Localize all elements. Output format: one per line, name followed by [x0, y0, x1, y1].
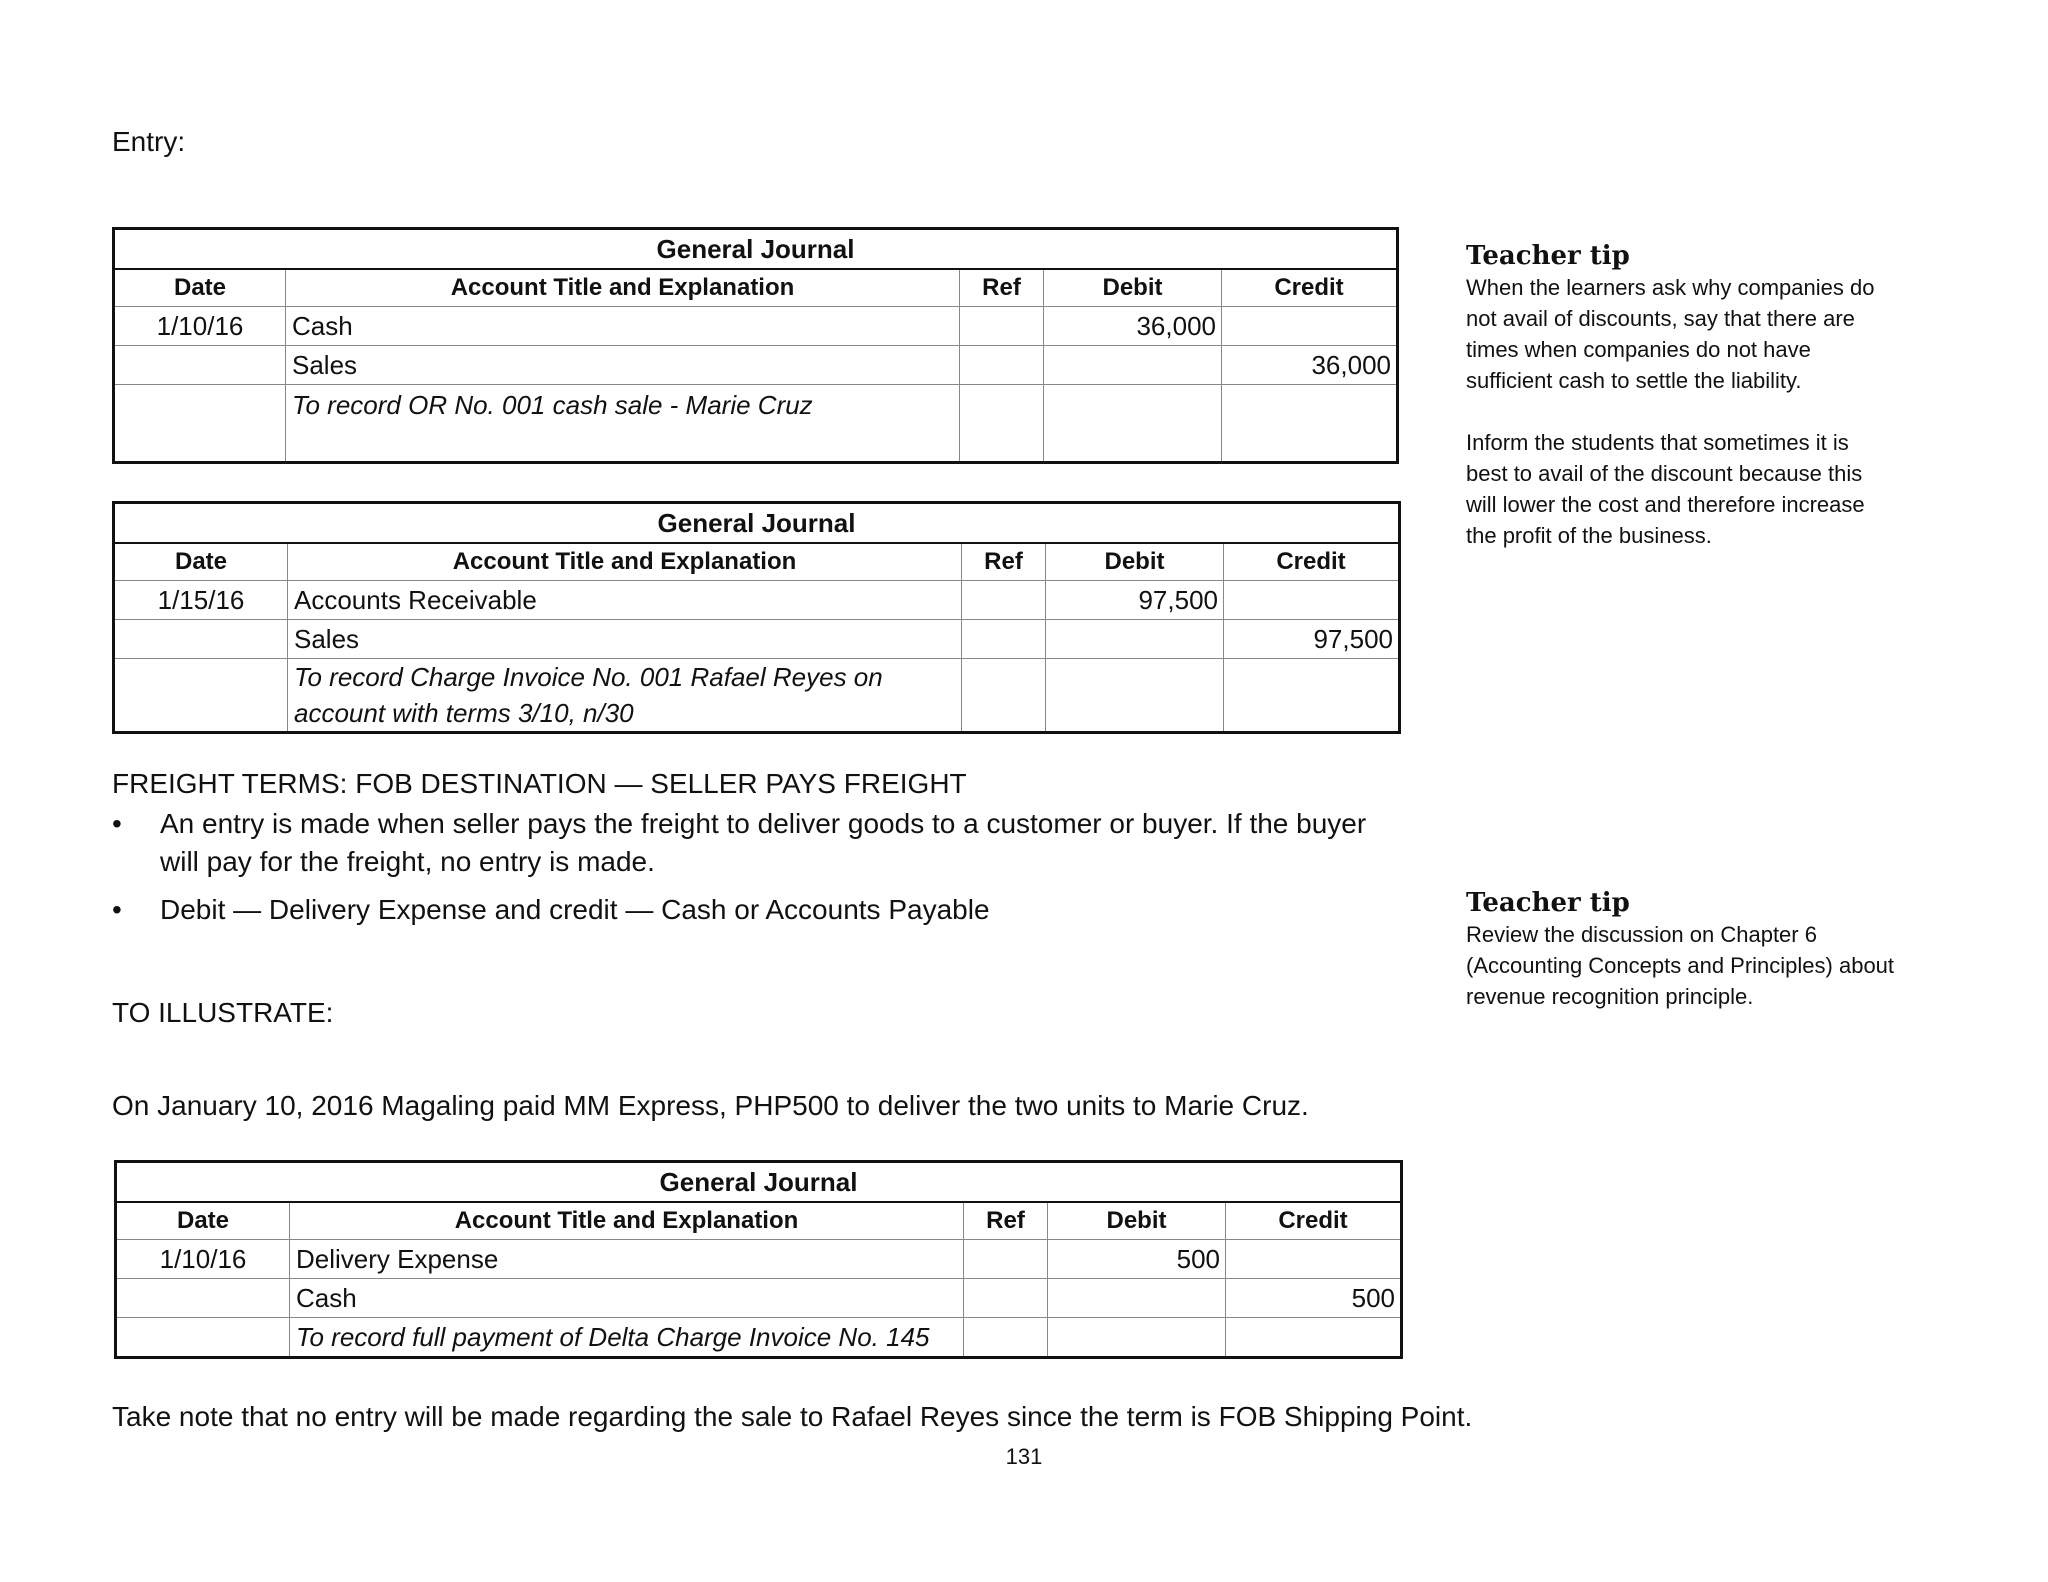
list-item [112, 891, 1432, 929]
column-header-date: Date [114, 543, 288, 581]
table-row [114, 659, 1400, 733]
debit-amount [1046, 620, 1224, 659]
column-header-credit: Credit [1222, 269, 1398, 307]
journal-title: General Journal [116, 1162, 1402, 1203]
teacher-tip-revenue-recognition [1466, 887, 1956, 1012]
column-header-date: Date [114, 269, 286, 307]
column-header-account: Account Title and Explanation [288, 543, 962, 581]
bullet-text-line: Debit — Delivery Expense and credit — Cash or Accounts Payable [160, 894, 990, 925]
column-header-debit: Debit [1048, 1202, 1226, 1240]
explanation-line: account with terms 3/10, n/30 [294, 698, 634, 728]
general-journal-delivery-expense [114, 1160, 1403, 1359]
credit-amount: 97,500 [1224, 620, 1400, 659]
credit-amount [1222, 307, 1398, 346]
column-header-account: Account Title and Explanation [290, 1202, 964, 1240]
table-row [114, 620, 1400, 659]
journal-title: General Journal [114, 503, 1400, 544]
freight-terms-list [112, 805, 1432, 939]
account-title: Cash [290, 1279, 964, 1318]
entry-date: 1/15/16 [114, 581, 288, 620]
debit-amount [1048, 1279, 1226, 1318]
column-header-ref: Ref [964, 1202, 1048, 1240]
general-journal-cash-sale [112, 227, 1399, 464]
entry-date [114, 620, 288, 659]
entry-date: 1/10/16 [114, 307, 286, 346]
column-header-credit: Credit [1226, 1202, 1402, 1240]
debit-amount [1044, 346, 1222, 385]
table-row [114, 581, 1400, 620]
account-title: Cash [286, 307, 960, 346]
ref-cell [960, 307, 1044, 346]
ref-cell [962, 620, 1046, 659]
ref-cell [960, 346, 1044, 385]
general-journal-charge-sale [112, 501, 1401, 734]
credit-amount: 36,000 [1222, 346, 1398, 385]
ref-cell [964, 1240, 1048, 1279]
entry-date [114, 346, 286, 385]
teacher-tip-body: When the learners ask why companies do not avail of discounts, say that there are times when companies do not have sufficient cash to settle the liability. Inform the students that sometimes it is best to avail of the discount because this will lower the cost and therefore increase the profit of the business. [1466, 275, 1875, 548]
explanation: To record OR No. 001 cash sale - Marie Cruz [286, 385, 960, 463]
column-header-debit: Debit [1046, 543, 1224, 581]
table-row [114, 385, 1398, 463]
table-row [116, 1240, 1402, 1279]
account-title: Sales [286, 346, 960, 385]
explanation-line: To record Charge Invoice No. 001 Rafael Reyes on [294, 662, 883, 692]
column-header-ref: Ref [960, 269, 1044, 307]
credit-amount [1226, 1240, 1402, 1279]
entry-label: Entry: [112, 126, 186, 157]
ref-cell [962, 581, 1046, 620]
bullet-text-line: will pay for the freight, no entry is made. [160, 846, 655, 877]
credit-amount [1224, 581, 1400, 620]
table-row [114, 346, 1398, 385]
column-header-account: Account Title and Explanation [286, 269, 960, 307]
teacher-tip-discounts [1466, 240, 1956, 551]
credit-amount: 500 [1226, 1279, 1402, 1318]
column-header-ref: Ref [962, 543, 1046, 581]
table-row [116, 1279, 1402, 1318]
column-header-credit: Credit [1224, 543, 1400, 581]
ref-cell [964, 1279, 1048, 1318]
account-title: Accounts Receivable [288, 581, 962, 620]
debit-amount: 500 [1048, 1240, 1226, 1279]
journal-title: General Journal [114, 229, 1398, 270]
entry-date: 1/10/16 [116, 1240, 290, 1279]
table-row [114, 307, 1398, 346]
account-title: Delivery Expense [290, 1240, 964, 1279]
page-number: 131 [1005, 1444, 1043, 1469]
bullet-text-line: An entry is made when seller pays the freight to deliver goods to a customer or buyer. If the buyer [160, 808, 1367, 839]
entry-date [116, 1279, 290, 1318]
teacher-tip-body: Review the discussion on Chapter 6 (Accounting Concepts and Principles) about revenue recognition principle. [1466, 922, 1895, 1009]
illustrate-heading: TO ILLUSTRATE: [112, 997, 334, 1028]
bullet-icon: • [112, 808, 122, 839]
teacher-tip-title: Teacher tip [1466, 241, 1630, 271]
explanation: To record full payment of Delta Charge Invoice No. 145 [290, 1318, 964, 1358]
column-header-debit: Debit [1044, 269, 1222, 307]
debit-amount: 97,500 [1046, 581, 1224, 620]
list-item [112, 805, 1432, 881]
freight-terms-heading: FREIGHT TERMS: FOB DESTINATION — SELLER PAYS FREIGHT [112, 768, 967, 799]
column-header-date: Date [116, 1202, 290, 1240]
closing-note: Take note that no entry will be made regarding the sale to Rafael Reyes since the term is FOB Shipping Point. [112, 1401, 1473, 1432]
illustrate-text: On January 10, 2016 Magaling paid MM Express, PHP500 to deliver the two units to Marie Cruz. [112, 1090, 1309, 1121]
debit-amount: 36,000 [1044, 307, 1222, 346]
account-title: Sales [288, 620, 962, 659]
explanation [288, 659, 962, 733]
table-row [116, 1318, 1402, 1358]
bullet-icon: • [112, 894, 122, 925]
teacher-tip-title: Teacher tip [1466, 888, 1630, 918]
